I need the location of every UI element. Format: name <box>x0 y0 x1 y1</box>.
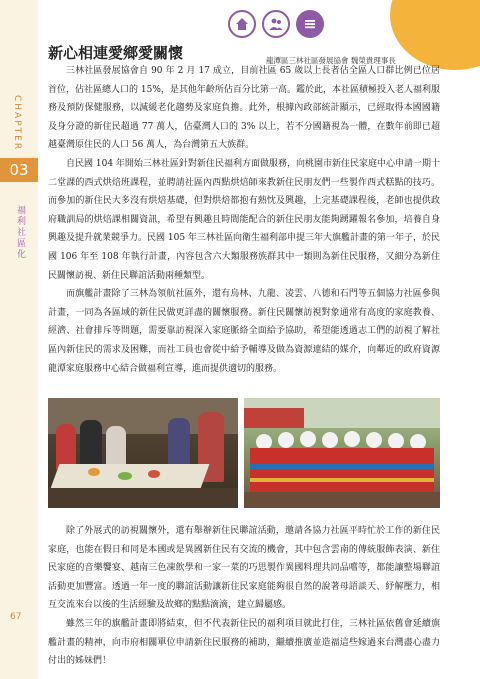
paragraph: 除了外展式的訪視關懷外，還有舉辦新住民聯誼活動，邀請各協力社區平時忙於工作的新住民家庭，也能在假日和同是本國或是異國新住民有交流的機會，其中包含雲南的傳統服飾表演、新住民家庭的音樂饗宴、越南三色凍飲學和一家一菜的巧思製作異國料理共同品嚐等，都能讓整場聯誼活動更加豐富。透過一年一度的聯誼活動讓新住民家庭能夠很自然的說著母語談天、紓解壓力，相互交流來台以後的生活經驗及故鄉的點點滴滴，建立歸屬感。 <box>48 526 440 611</box>
chapter-title: 福利社區化 <box>15 205 25 260</box>
chapter-number: 03 <box>0 158 38 182</box>
chapter-label: CHAPTER <box>12 95 22 152</box>
home-icon[interactable] <box>228 10 256 38</box>
people-icon[interactable] <box>262 10 290 38</box>
menu-icon[interactable] <box>296 10 324 38</box>
paragraph: 三林社區發展協會自 90 年 2 月 17 成立，目前社區 65 歲以上長者佔全區人口群比例已位居首位，佔社區總人口的 15%，是其他年齡所佔百分比第一高。鑑於此，本社區積極投入老人福利服務及預防保健服務，以減緩老化趨勢及家庭負擔。此外，根據內政部統計顯示，已經取得本國國籍及身分證的新住民超過 77 萬人，佔臺灣人口的 3% 以上，若不分國籍視為一體，在數年前即已超越臺灣原住民的人口 56 萬人，為台灣第五大族群。 <box>48 66 440 151</box>
paragraph: 自民國 104 年開始三林社區針對新住民福利方面做服務，向桃園市新住民家庭中心申請一期十二堂課的西式烘焙班課程，並聘請社區內西點烘焙師來教新住民朋友們一些製作西式糕點的技巧。而參加的新住民大多沒有烘焙基礎，但對烘焙都抱有熱忱及興趣，上完基礎課程後，老師也提供政府職訓局的烘焙課相關資訊，希望有興趣且時間能配合的新住民朋友能夠踴躍報名參加，培養自身興趣及提升就業競爭力。民國 105 年三林社區向衛生福利部申提三年大旗艦計畫的第一年子，於民國 106 年至 108 年執行計畫，內容包含六大類服務族群其中一類則為新住民服務，又細分為新住民關懷訪視、新住民聯誼活動兩種類型。 <box>48 158 440 281</box>
paragraph: 雖然三年的旗艦計畫即將結束，但不代表新住民的福利項目就此打住，三林社區依舊會延續旗艦計畫的精神，向市府相關單位申請新住民服務的補助，繼續推廣並造福這些嫁過來台灣盡心盡力付出的姊妹們！ <box>48 618 440 667</box>
page-number: 67 <box>10 612 22 622</box>
article-byline: 龍潭區三林社區發展協會 魏榮貴理事長 <box>266 56 396 65</box>
corner-decoration <box>390 0 480 70</box>
article-body-bottom <box>48 522 440 671</box>
article-body-top <box>48 62 440 378</box>
article-title: 新心相連愛鄉愛關懷 <box>48 44 184 62</box>
nav-icons <box>228 10 324 38</box>
photo-indoor-gathering <box>48 398 238 508</box>
photo-costume-group <box>244 398 440 508</box>
paragraph: 而旗艦計畫除了三林為領航社區外，還有烏林、九龍、凌雲、八德和石門等五個協力社區參與計畫，一同為各區域的新住民做更詳盡的關懷服務。新住民關懷訪視對象通常有高度的家庭教養、經濟、社會排斥等問題，需要靠訪視深入家庭脈絡全面給予協助，希望能透過志工們的訪視了解社區內新住民的需求及困難，而社工員也會從中給予輔導及做為資源連結的媒介，向鄰近的政府資源龍潭家庭服務中心結合做福利宣導，進而提供適切的服務。 <box>48 289 440 374</box>
